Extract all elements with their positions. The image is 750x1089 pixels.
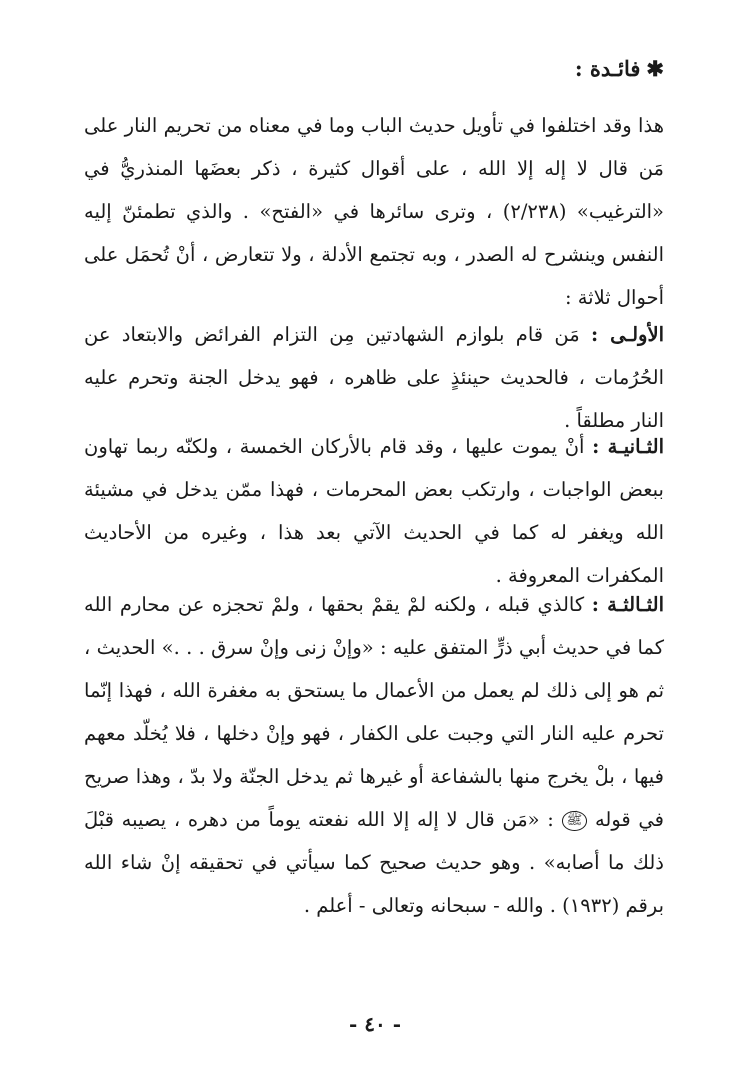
third-case-label: الثـالثـة : [591, 593, 664, 616]
third-case-text-b: : «مَن قال لا إله إلا الله نفعته يوماً من دهره ، يصيبه قبْلَ ذلك ما أصابه» . وهو حديث صحيح كما سيأتي في تحقيقه إنْ شاء الله برقم (١٩٣٢) . والله - سبحانه وتعالى - أعلم . [84, 808, 664, 917]
first-case-label: الأولـى : [591, 323, 664, 346]
sallallahu-glyph-icon: ﷺ [562, 811, 588, 831]
page-number: - ٤٠ - [348, 1012, 401, 1036]
second-case-paragraph [84, 425, 664, 597]
star-icon: ✱ [646, 56, 664, 81]
second-case-text: أنْ يموت عليها ، وقد قام بالأركان الخمسة ، ولكنّه ربما تهاون ببعض الواجبات ، وارتكب بعض المحرمات ، فهذا ممّن يدخل في مشيئة الله ويغفر له كما في الحديث الآتي بعد هذا ، وغيره من الأحاديث المكفرات المعروفة . [84, 435, 664, 587]
first-case-text: مَن قام بلوازم الشهادتين مِن التزام الفرائض والابتعاد عن الحُرُمات ، فالحديث حينئذٍ على ظاهره ، فهو يدخل الجنة وتحرم عليه النار مطلقاً . [84, 323, 664, 432]
second-case-label: الثـانيـة : [592, 435, 664, 458]
third-case-paragraph [84, 583, 664, 927]
section-heading [575, 56, 664, 81]
first-case-paragraph [84, 313, 664, 442]
third-case-text-a: كالذي قبله ، ولكنه لمْ يقمْ بحقها ، ولمْ تحجزه عن محارم الله كما في حديث أبي ذرٍّ المتفق عليه : «وإنْ زنى وإنْ سرق . . .» الحديث ، ثم هو إلى ذلك لم يعمل من الأعمال ما يستحق به مغفرة الله ، فهذا إنّما تحرم عليه النار التي وجبت على الكفار ، فهو وإنْ دخلها ، فلا يُخلّد معهم فيها ، بلْ يخرج منها بالشفاعة أو غيرها ثم يدخل الجنّة ولا بدّ ، وهذا صريح في قوله [84, 593, 664, 831]
heading-title: فائـدة : [574, 56, 641, 81]
intro-paragraph: هذا وقد اختلفوا في تأويل حديث الباب وما في معناه من تحريم النار على مَن قال لا إله إلا الله ، على أقوال كثيرة ، ذكر بعضَها المنذريُّ في «الترغيب» (٢/٢٣٨) ، وترى سائرها في «الفتح» . والذي تطمئنّ إليه النفس وينشرح له الصدر ، وبه تجتمع الأدلة ، ولا تتعارض ، أنْ تُحمَل على أحوال ثلاثة : [84, 114, 664, 309]
